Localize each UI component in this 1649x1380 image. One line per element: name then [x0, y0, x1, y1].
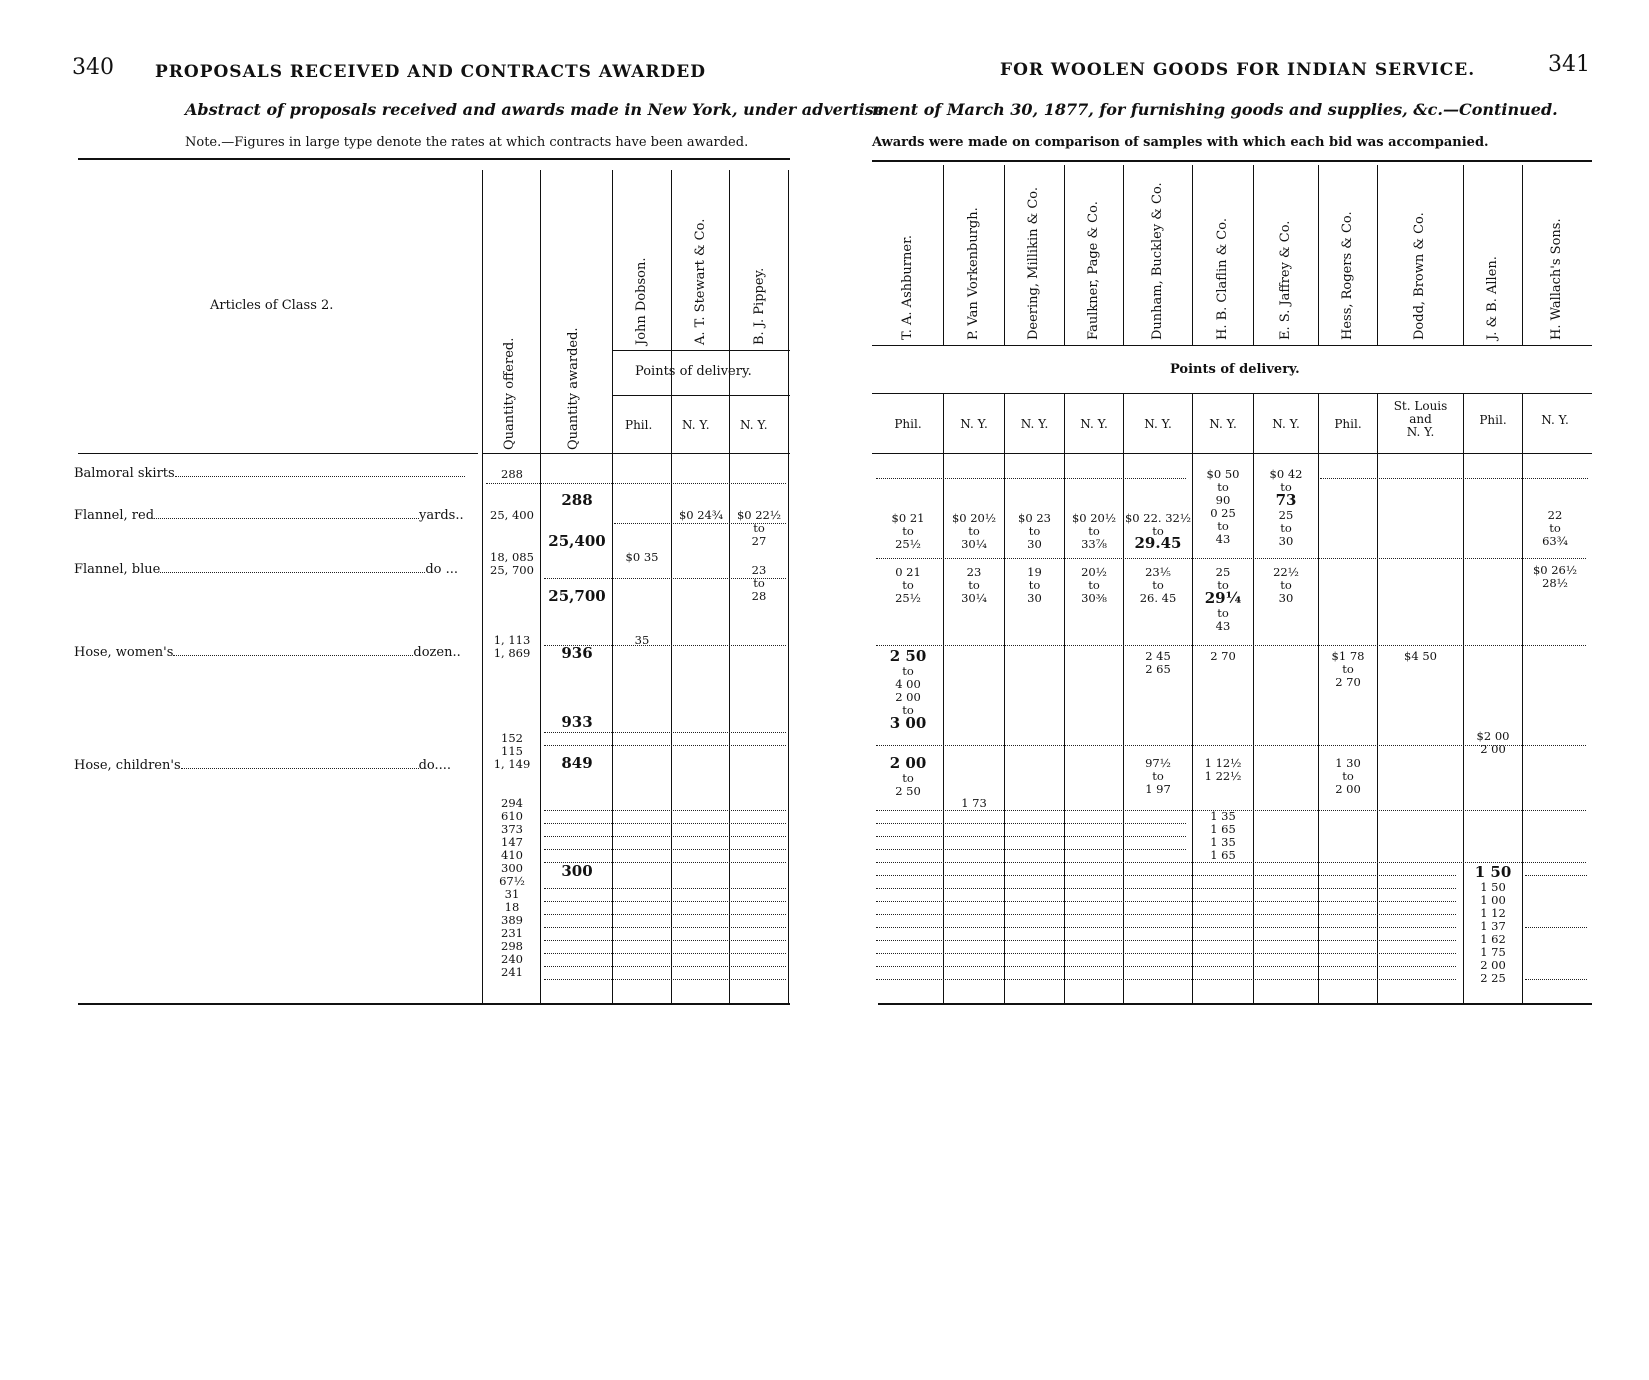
- bid-value: 22½ to 30: [1273, 565, 1299, 605]
- col-qty-awarded: Quantity awarded.: [566, 327, 581, 450]
- bid-value: 19 to 30: [1027, 565, 1042, 605]
- qty-offered: 31: [504, 887, 520, 901]
- delivery-cell: N. Y.: [1272, 417, 1300, 431]
- bid-value: $0 26½ 28½: [1532, 563, 1578, 590]
- qty-offered: 18, 085: [490, 550, 534, 564]
- bid-value: 1 30 to 2 00: [1335, 756, 1361, 796]
- qty-awarded: 25,400: [548, 532, 606, 550]
- delivery-cell: N. Y.: [960, 417, 988, 431]
- bidder-dunham: Dunham, Buckley & Co.: [1150, 182, 1165, 340]
- qty-offered: 240: [501, 952, 523, 966]
- bid-value: $0 24¾: [678, 508, 724, 522]
- bid-value: $0 22½ to 27: [736, 508, 782, 548]
- qty-awarded: 933: [561, 713, 593, 731]
- bid-value: $0 50 to 90 0 25 to 43: [1206, 467, 1240, 546]
- header-rule: [78, 453, 478, 454]
- delivery-ny-2: N. Y.: [740, 418, 768, 432]
- bidder-hess: Hess, Rogers & Co.: [1340, 211, 1355, 340]
- qty-awarded: 25,700: [548, 587, 606, 605]
- bidder-stewart: A. T. Stewart & Co.: [693, 218, 708, 345]
- delivery-cell: St. Louis and N. Y.: [1393, 399, 1448, 439]
- qty-offered: 410: [501, 848, 523, 862]
- header-rule-2: [483, 453, 790, 454]
- bid-value: 1 35 1 65 1 35 1 65: [1210, 809, 1236, 862]
- bid-value: 29.45: [1134, 534, 1182, 552]
- qty-awarded: 300: [561, 862, 593, 880]
- bidder-jaffrey: E. S. Jaffrey & Co.: [1278, 220, 1293, 340]
- qty-offered: 300: [501, 861, 523, 875]
- bid-value: 20½ to 30⅜: [1081, 565, 1107, 605]
- bidder-allen: J. & B. Allen.: [1485, 256, 1500, 340]
- bid-value: 1 73: [961, 796, 987, 810]
- delivery-cell: N. Y.: [1080, 417, 1108, 431]
- note-left: Note.—Figures in large type denote the rates at which contracts have been awarded.: [185, 135, 749, 150]
- running-head-left: PROPOSALS RECEIVED AND CONTRACTS AWARDED: [155, 62, 706, 82]
- bidder-vorkenburgh: P. Van Vorkenburgh.: [966, 207, 981, 340]
- bid-value: 23 to 28: [751, 563, 767, 603]
- bidder-dodd: Dodd, Brown & Co.: [1412, 212, 1427, 340]
- bidder-pippey: B. J. Pippey.: [752, 267, 767, 345]
- bid-value: 1 50 1 00 1 12 1 37 1 62 1 75 2 00 2 25: [1480, 880, 1506, 985]
- page-number-left: 340: [72, 55, 114, 80]
- bid-value: $1 78 to 2 70: [1331, 649, 1365, 689]
- qty-offered: 294: [501, 796, 523, 810]
- bidder-rule: [613, 350, 790, 351]
- qty-offered: 25, 400: [490, 508, 534, 522]
- bid-value: 2 45 2 65: [1145, 649, 1171, 676]
- qty-offered: 67½: [499, 874, 525, 888]
- bid-value: $0 20½ to 33⅞: [1071, 511, 1117, 551]
- qty-awarded: 288: [561, 491, 593, 509]
- bidder-deering: Deering, Millikin & Co.: [1026, 186, 1041, 340]
- bidder-wallach: H. Wallach's Sons.: [1549, 218, 1564, 340]
- delivery-cell: N. Y.: [1209, 417, 1237, 431]
- bid-value: $4 50: [1404, 649, 1437, 663]
- qty-offered: 389: [501, 913, 523, 927]
- qty-offered: 1, 869: [493, 646, 531, 660]
- bid-value: to 43: [1215, 606, 1231, 633]
- qty-awarded: 936: [561, 644, 593, 662]
- qty-offered: 288: [501, 467, 523, 481]
- delivery-cell: N. Y.: [1541, 413, 1569, 427]
- qty-offered: 25, 700: [490, 563, 534, 577]
- article-row: Hose, women's dozen..: [74, 645, 461, 660]
- bid-value: $0 35: [625, 550, 659, 564]
- bid-value: 2 50: [889, 647, 927, 665]
- bidder-claflin: H. B. Claflin & Co.: [1215, 218, 1230, 340]
- delivery-phil: Phil.: [625, 418, 653, 432]
- bid-value: 73: [1275, 491, 1297, 509]
- delivery-cell: Phil.: [1479, 413, 1507, 427]
- bidder-ashburner: T. A. Ashburner.: [900, 234, 915, 340]
- bid-value: $0 42 to: [1269, 467, 1303, 494]
- bid-value: $0 23 to 30: [1018, 511, 1051, 551]
- qty-offered: 18: [504, 900, 520, 914]
- qty-offered: 152: [501, 731, 523, 745]
- qty-offered: 147: [501, 835, 523, 849]
- bid-value: 35: [634, 633, 650, 647]
- delivery-cell: N. Y.: [1144, 417, 1172, 431]
- bid-value: 1 50: [1474, 863, 1512, 881]
- article-row: Balmoral skirts: [74, 466, 465, 481]
- page-number-right: 341: [1548, 52, 1590, 77]
- article-row: Hose, children's do....: [74, 758, 452, 773]
- qty-offered: 115: [501, 744, 523, 758]
- qty-offered: 241: [501, 965, 523, 979]
- bidder-faulkner: Faulkner, Page & Co.: [1086, 201, 1101, 340]
- bid-value: 29¼: [1204, 589, 1242, 607]
- bid-value: 3 00: [889, 714, 927, 732]
- bid-value: to 4 00 2 00 to: [895, 664, 921, 717]
- table-bottom-rule: [78, 1003, 790, 1005]
- qty-offered: 1, 149: [493, 757, 531, 771]
- col-qty-offered: Quantity offered.: [502, 337, 517, 450]
- bid-value: 1 12½ 1 22½: [1204, 756, 1242, 783]
- qty-offered: 231: [501, 926, 523, 940]
- running-head-right: FOR WOOLEN GOODS FOR INDIAN SERVICE.: [1000, 60, 1476, 80]
- delivery-cell: N. Y.: [1020, 417, 1049, 431]
- bid-value: $2 00 2 00: [1476, 729, 1510, 756]
- delivery-ny-1: N. Y.: [682, 418, 710, 432]
- qty-offered: 1, 113: [493, 633, 531, 647]
- points-of-delivery-left: Points of delivery.: [635, 364, 752, 379]
- qty-awarded: 849: [561, 754, 593, 772]
- qty-offered: 298: [501, 939, 523, 953]
- col-articles-header: Articles of Class 2.: [210, 298, 334, 313]
- bid-value: $0 21 to 25½: [891, 511, 925, 551]
- bid-value: 22 to 63¾: [1542, 508, 1568, 548]
- delivery-cell: Phil.: [894, 417, 922, 431]
- bidder-john-dobson: John Dobson.: [634, 257, 649, 345]
- bid-value: 23 to 30¼: [961, 565, 987, 605]
- bid-value: 97½ to 1 97: [1145, 756, 1171, 796]
- delivery-rule: [613, 395, 790, 396]
- qty-offered: 610: [501, 809, 523, 823]
- points-of-delivery-right: Points of delivery.: [1170, 362, 1300, 377]
- bid-value: 0 21 to 25½: [895, 565, 921, 605]
- qty-offered: 373: [501, 822, 523, 836]
- note-right: Awards were made on comparison of samples with which each bid was accompanied.: [872, 135, 1489, 150]
- bid-value: $0 20½ to 30¼: [951, 511, 997, 551]
- bid-value: $0 22. 32½ to: [1124, 511, 1191, 538]
- article-row: Flannel, red yards..: [74, 508, 464, 523]
- subtitle-right: ment of March 30, 1877, for furnishing goods and supplies, &c.—Continued.: [872, 100, 1558, 119]
- bid-value: 25 to: [1215, 565, 1231, 592]
- delivery-cell: Phil.: [1334, 417, 1362, 431]
- article-row: Flannel, blue do ...: [74, 562, 459, 577]
- bid-value: 23⅕ to 26. 45: [1139, 565, 1177, 605]
- bid-value: 25 to 30: [1278, 508, 1294, 548]
- subtitle-left: Abstract of proposals received and awards made in New York, under advertise: [185, 100, 884, 119]
- bid-value: 2 00: [889, 754, 927, 772]
- bid-value: to 2 50: [895, 771, 921, 798]
- bid-value: 2 70: [1210, 649, 1236, 663]
- table-top-rule: [78, 158, 790, 160]
